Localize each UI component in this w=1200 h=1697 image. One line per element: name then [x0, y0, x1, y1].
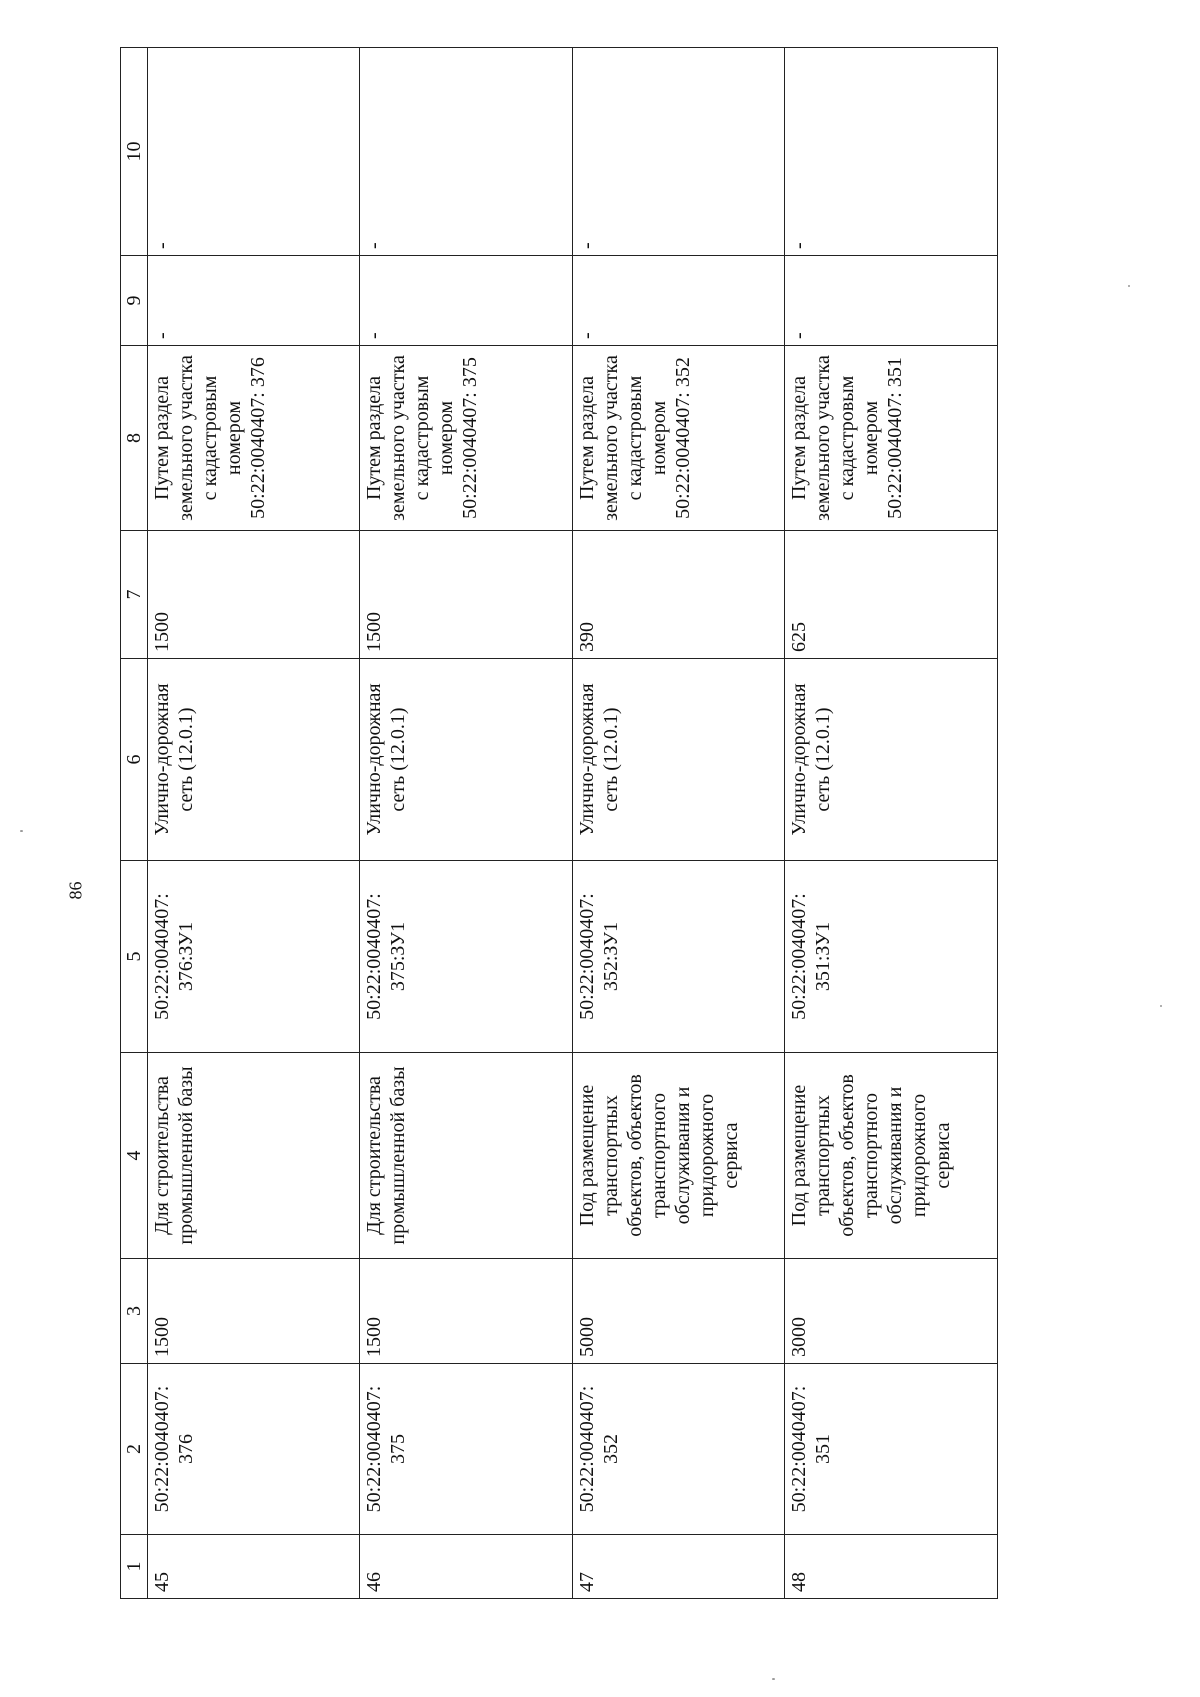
page-number: 86: [65, 881, 86, 900]
area-cell: 1500: [360, 1259, 573, 1364]
permitted-use-cell: Под размещение транспортных объектов, объектов транспортного обслуживания и придорожного сервиса: [785, 1053, 998, 1259]
formation-method-cell: Путем раздела земельного участка с кадастровым номером 50:22:0040407: 376: [147, 346, 360, 531]
new-plot-cell: 50:22:0040407: 351:ЗУ1: [785, 861, 998, 1053]
column-number: 8: [121, 346, 148, 531]
col10-cell: -: [147, 48, 360, 256]
cadastral-number-cell: 50:22:0040407: 376: [147, 1364, 360, 1535]
scan-speck: [1128, 285, 1130, 287]
new-area-cell: 1500: [147, 531, 360, 659]
col10-cell: -: [572, 48, 785, 256]
column-number: 10: [121, 48, 148, 256]
new-plot-cell: 50:22:0040407: 375:ЗУ1: [360, 861, 573, 1053]
column-number-row: [121, 48, 148, 1599]
area-cell: 5000: [572, 1259, 785, 1364]
use-type-cell: Улично-дорожная сеть (12.0.1): [785, 659, 998, 861]
cadastral-number-cell: 50:22:0040407: 351: [785, 1364, 998, 1535]
formation-method-cell: Путем раздела земельного участка с кадастровым номером 50:22:0040407: 375: [360, 346, 573, 531]
table-row: [572, 48, 785, 1599]
new-plot-cell: 50:22:0040407: 376:ЗУ1: [147, 861, 360, 1053]
column-number: 7: [121, 531, 148, 659]
column-number: 3: [121, 1259, 148, 1364]
column-number: 4: [121, 1053, 148, 1259]
col10-cell: -: [785, 48, 998, 256]
column-number: 6: [121, 659, 148, 861]
use-type-cell: Улично-дорожная сеть (12.0.1): [147, 659, 360, 861]
scan-speck: [772, 1678, 775, 1680]
permitted-use-cell: Для строительства промышленной базы: [360, 1053, 573, 1259]
formation-method-cell: Путем раздела земельного участка с кадастровым номером 50:22:0040407: 351: [785, 346, 998, 531]
column-number: 5: [121, 861, 148, 1053]
table-row: [785, 48, 998, 1599]
row-number-cell: 45: [147, 1535, 360, 1599]
cadastral-number-cell: 50:22:0040407: 352: [572, 1364, 785, 1535]
col9-cell: -: [360, 256, 573, 346]
scan-speck: [20, 830, 23, 832]
use-type-cell: Улично-дорожная сеть (12.0.1): [572, 659, 785, 861]
formation-method-cell: Путем раздела земельного участка с кадастровым номером 50:22:0040407: 352: [572, 346, 785, 531]
cadastral-number-cell: 50:22:0040407: 375: [360, 1364, 573, 1535]
row-number-cell: 48: [785, 1535, 998, 1599]
column-number: 1: [121, 1535, 148, 1599]
area-cell: 3000: [785, 1259, 998, 1364]
col9-cell: -: [785, 256, 998, 346]
col10-cell: -: [360, 48, 573, 256]
row-number-cell: 47: [572, 1535, 785, 1599]
new-area-cell: 390: [572, 531, 785, 659]
new-area-cell: 625: [785, 531, 998, 659]
area-cell: 1500: [147, 1259, 360, 1364]
row-number-cell: 46: [360, 1535, 573, 1599]
use-type-cell: Улично-дорожная сеть (12.0.1): [360, 659, 573, 861]
rotated-table-container: [120, 48, 998, 1599]
new-area-cell: 1500: [360, 531, 573, 659]
col9-cell: -: [572, 256, 785, 346]
col9-cell: -: [147, 256, 360, 346]
column-number: 9: [121, 256, 148, 346]
land-plot-table: [120, 47, 998, 1599]
permitted-use-cell: Под размещение транспортных объектов, объектов транспортного обслуживания и придорожного сервиса: [572, 1053, 785, 1259]
table-row: [147, 48, 360, 1599]
permitted-use-cell: Для строительства промышленной базы: [147, 1053, 360, 1259]
column-number: 2: [121, 1364, 148, 1535]
scan-speck: [1160, 1005, 1162, 1007]
new-plot-cell: 50:22:0040407: 352:ЗУ1: [572, 861, 785, 1053]
table-row: [360, 48, 573, 1599]
